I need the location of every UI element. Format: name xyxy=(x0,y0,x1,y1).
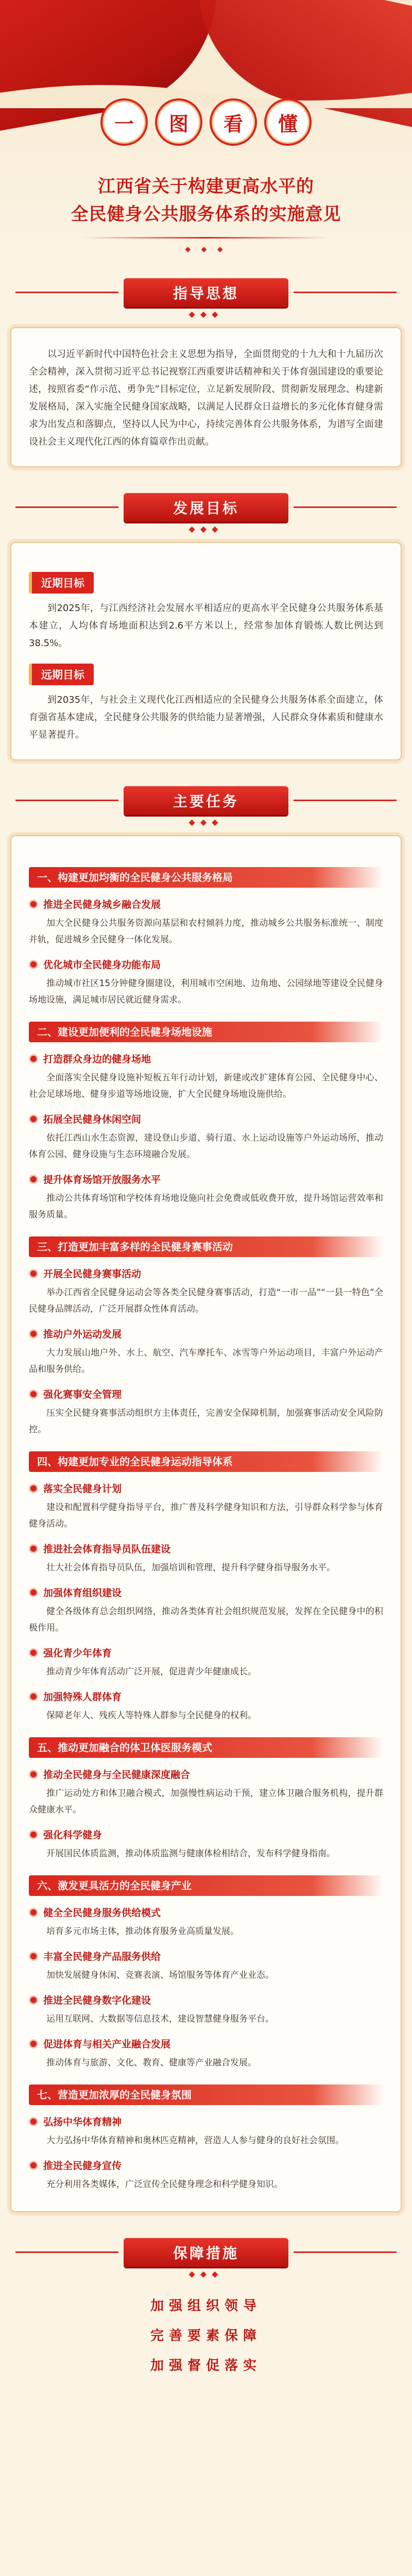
task-item-title: 推进社会体育指导员队伍建设 xyxy=(29,1541,383,1555)
bullet-icon xyxy=(29,1484,38,1493)
task-item-body: 推动公共体育场馆和学校体育场地设施向社会免费或低收费开放，提升场馆运营效率和服务质量。 xyxy=(29,1193,383,1220)
task-group xyxy=(29,1737,383,1862)
seal-char: 看 xyxy=(212,100,255,144)
section-title: 保障措施 xyxy=(124,2238,288,2267)
seal-char: 图 xyxy=(157,100,200,144)
task-group-title: 一、构建更加均衡的全民健身公共服务格局 xyxy=(29,867,383,888)
task-item-body: 运用互联网、大数据等信息技术，建设智慧健身服务平台。 xyxy=(46,2014,274,2024)
task-item-body: 开展国民体质监测，推动体质监测与健康体检相结合，发布科学健身指南。 xyxy=(46,1849,335,1859)
goal-text: 到2035年，与社会主义现代化江西相适应的全民健身公共服务体系全面建立，体育强省基本建成，全民健身公共服务的供给能力显著增强，人民群众身体素质和健康水平显著提升。 xyxy=(29,694,383,740)
guarantee-item: 完善要素保障 xyxy=(150,2328,262,2344)
task-item-title: 加强特殊人群体育 xyxy=(29,1689,383,1703)
task-group-title: 五、推动更加融合的体卫体医服务模式 xyxy=(29,1737,383,1758)
section-title: 主要任务 xyxy=(124,786,288,815)
bullet-icon xyxy=(29,1114,38,1124)
task-item-title: 强化青少年体育 xyxy=(29,1646,383,1659)
guarantee-list xyxy=(10,2291,402,2381)
section-title: 指导思想 xyxy=(124,278,288,307)
section-guarantee xyxy=(10,2238,402,2381)
bullet-icon xyxy=(29,2117,38,2126)
task-item-title: 强化科学健身 xyxy=(29,1827,383,1841)
guarantee-item: 加强督促落实 xyxy=(150,2358,262,2374)
goal-text: 到2025年，与江西经济社会发展水平相适应的更高水平全民健身公共服务体系基本建立，人均体育场地面积达到2.6平方米以上，经常参加体育锻炼人数比例达到38.5%。 xyxy=(29,603,383,649)
bullet-icon xyxy=(29,960,38,969)
bullet-icon xyxy=(29,1648,38,1657)
task-item-body: 推动体育与旅游、文化、教育、健康等产业融合发展。 xyxy=(46,2058,256,2068)
bullet-icon xyxy=(29,1389,38,1399)
guiding-card xyxy=(10,327,402,467)
bullet-icon xyxy=(29,900,38,909)
task-item-title: 丰富全民健身产品服务供给 xyxy=(29,1949,383,1963)
ornament: ◆◆◆ xyxy=(188,2269,224,2279)
task-item-body: 压实全民健身赛事活动组织方主体责任，完善安全保障机制，加强赛事活动安全风险防控。 xyxy=(29,1408,383,1435)
task-item-body: 全面落实全民健身设施补短板五年行动计划，新建或改扩建体育公园、全民健身中心、社会足球场地、健身步道等场地设施，扩大全民健身场地设施供给。 xyxy=(29,1073,383,1099)
task-item-body: 保障老年人、残疾人等特殊人群参与全民健身的权利。 xyxy=(46,1710,256,1721)
task-item-body: 大力发展山地户外、水上、航空、汽车摩托车、冰雪等户外运动项目，丰富户外运动产品和服务供给。 xyxy=(29,1348,383,1375)
task-item-body: 依托江西山水生态资源，建设登山步道、骑行道、水上运动设施等户外运动场所，推动体育公园、健身设施与生态环境融合发展。 xyxy=(29,1133,383,1160)
task-item-body: 推动城市社区15分钟健身圈建设，利用城市空闲地、边角地、公园绿地等建设全民健身场地设施，满足城市居民就近健身需求。 xyxy=(29,978,383,1005)
tasks-card xyxy=(10,835,402,2212)
task-group-title: 四、构建更加专业的全民健身运动指导体系 xyxy=(29,1451,383,1472)
task-item-body: 充分利用各类媒体，广泛宣传全民健身理念和科学健身知识。 xyxy=(46,2179,283,2190)
guiding-text: 以习近平新时代中国特色社会主义思想为指导，全面贯彻党的十九大和十九届历次全会精神，深入贯彻习近平总书记视察江西重要讲话精神和关于体育强国建设的重要论述，按照省委“作示范、勇争先”目标定位，立足新发展阶段、贯彻新发展理念、构建新发展格局，深入实施全民健身国家战略，以满足人民群众日益增长的多元化体育健身需求为出发点和落脚点，坚持以人民为中心，持续完善体育公共服务体系，为谱写全面建设社会主义现代化江西的体育篇章作出贡献。 xyxy=(29,349,383,447)
section-title: 发展目标 xyxy=(124,493,288,522)
bullet-icon xyxy=(29,1908,38,1917)
task-item-body: 培育多元市场主体，推动体育服务业高质量发展。 xyxy=(46,1926,239,1937)
ornament: ◆◆◆ xyxy=(188,309,224,319)
task-group-title: 六、激发更具活力的全民健身产业 xyxy=(29,1875,383,1896)
seal-row xyxy=(0,100,412,144)
task-item-title: 弘扬中华体育精神 xyxy=(29,2114,383,2128)
section-goals xyxy=(10,493,402,760)
bullet-icon xyxy=(29,1770,38,1779)
task-item-title: 优化城市全民健身功能布局 xyxy=(29,957,383,971)
bullet-icon xyxy=(29,1329,38,1338)
task-item-title: 健全全民健身服务供给模式 xyxy=(29,1905,383,1919)
task-item-body: 推广运动处方和体卫融合模式，加强慢性病运动干预，建立体卫融合服务机构，提升群众健康水平。 xyxy=(29,1788,383,1815)
title-divider xyxy=(82,237,330,239)
task-item-body: 壮大社会体育指导员队伍，加强培训和管理，提升科学健身指导服务水平。 xyxy=(46,1563,335,1573)
title-line-2: 全民健身公共服务体系的实施意见 xyxy=(71,204,341,225)
task-item-title: 拓展全民健身休闲空间 xyxy=(29,1112,383,1126)
task-item-body: 大力弘扬中华体育精神和奥林匹克精神，营造人人参与健身的良好社会氛围。 xyxy=(46,2136,344,2146)
header-banner xyxy=(0,0,412,268)
title-line-1: 江西省关于构建更高水平的 xyxy=(98,176,314,197)
task-item-body: 加快发展健身休闲、竞赛表演、场馆服务等体育产业业态。 xyxy=(46,1970,274,1980)
bullet-icon xyxy=(29,2039,38,2048)
goals-card xyxy=(10,542,402,760)
section-tasks xyxy=(10,786,402,2212)
task-item-title: 推进全民健身宣传 xyxy=(29,2158,383,2172)
task-group xyxy=(29,1022,383,1223)
task-group xyxy=(29,2084,383,2193)
ornament: ◆◆◆ xyxy=(188,524,224,534)
task-item-title: 落实全民健身计划 xyxy=(29,1481,383,1495)
task-item-title: 推动全民健身与全民健康深度融合 xyxy=(29,1767,383,1781)
task-item-body: 推动青少年体育活动广泛开展，促进青少年健康成长。 xyxy=(46,1667,256,1677)
task-item-title: 推动户外运动发展 xyxy=(29,1327,383,1341)
seal-char: 一 xyxy=(102,100,146,144)
task-item-body: 加大全民健身公共服务资源向基层和农村倾斜力度，推动城乡公共服务标准统一、制度并轨，促进城乡全民健身一体化发展。 xyxy=(29,918,383,945)
section-guiding xyxy=(10,278,402,467)
task-item-body: 举办江西省全民健身运动会等各类全民健身赛事活动，打造“一市一品”“一县一特色”全民健身品牌活动，广泛开展群众性体育活动。 xyxy=(29,1287,383,1314)
goal-label: 近期目标 xyxy=(29,572,94,594)
task-item-body: 建设和配置科学健身指导平台，推广普及科学健身知识和方法，引导群众科学参与体育健身活动。 xyxy=(29,1502,383,1529)
bullet-icon xyxy=(29,1692,38,1701)
bullet-icon xyxy=(29,1830,38,1839)
task-item-title: 强化赛事安全管理 xyxy=(29,1387,383,1401)
bullet-icon xyxy=(29,1175,38,1184)
task-group-title: 七、营造更加浓厚的全民健身氛围 xyxy=(29,2084,383,2105)
page-title xyxy=(0,173,412,228)
bullet-icon xyxy=(29,1952,38,1961)
seal-char: 懂 xyxy=(266,100,310,144)
bullet-icon xyxy=(29,1269,38,1278)
ornament: ◆◆◆ xyxy=(188,817,224,827)
task-group-title: 三、打造更加丰富多样的全民健身赛事活动 xyxy=(29,1236,383,1257)
guarantee-item: 加强组织领导 xyxy=(150,2298,262,2314)
task-group xyxy=(29,1875,383,2071)
task-group xyxy=(29,1236,383,1438)
task-item-title: 促进体育与相关产业融合发展 xyxy=(29,2037,383,2050)
task-item-title: 提升体育场馆开放服务水平 xyxy=(29,1172,383,1186)
task-group-title: 二、建设更加便利的全民健身场地设施 xyxy=(29,1022,383,1042)
bullet-icon xyxy=(29,1588,38,1597)
task-group xyxy=(29,1451,383,1724)
task-item-body: 健全各级体育总会组织网络，推动各类体育社会组织规范发展，发挥在全民健身中的积极作用。 xyxy=(29,1606,383,1633)
bullet-icon xyxy=(29,1995,38,2005)
task-item-title: 推进全民健身城乡融合发展 xyxy=(29,897,383,911)
task-item-title: 开展全民健身赛事活动 xyxy=(29,1266,383,1280)
task-group xyxy=(29,867,383,1008)
goal-label: 远期目标 xyxy=(29,664,94,685)
bullet-icon xyxy=(29,2161,38,2170)
content xyxy=(10,268,402,2381)
task-item-title: 加强体育组织建设 xyxy=(29,1585,383,1599)
task-item-title: 打造群众身边的健身场地 xyxy=(29,1052,383,1065)
bullet-icon xyxy=(29,1544,38,1553)
ornament-dots: ◆ ◆ ◆ xyxy=(185,245,227,253)
task-item-title: 推进全民健身数字化建设 xyxy=(29,1993,383,2007)
bullet-icon xyxy=(29,1054,38,1063)
